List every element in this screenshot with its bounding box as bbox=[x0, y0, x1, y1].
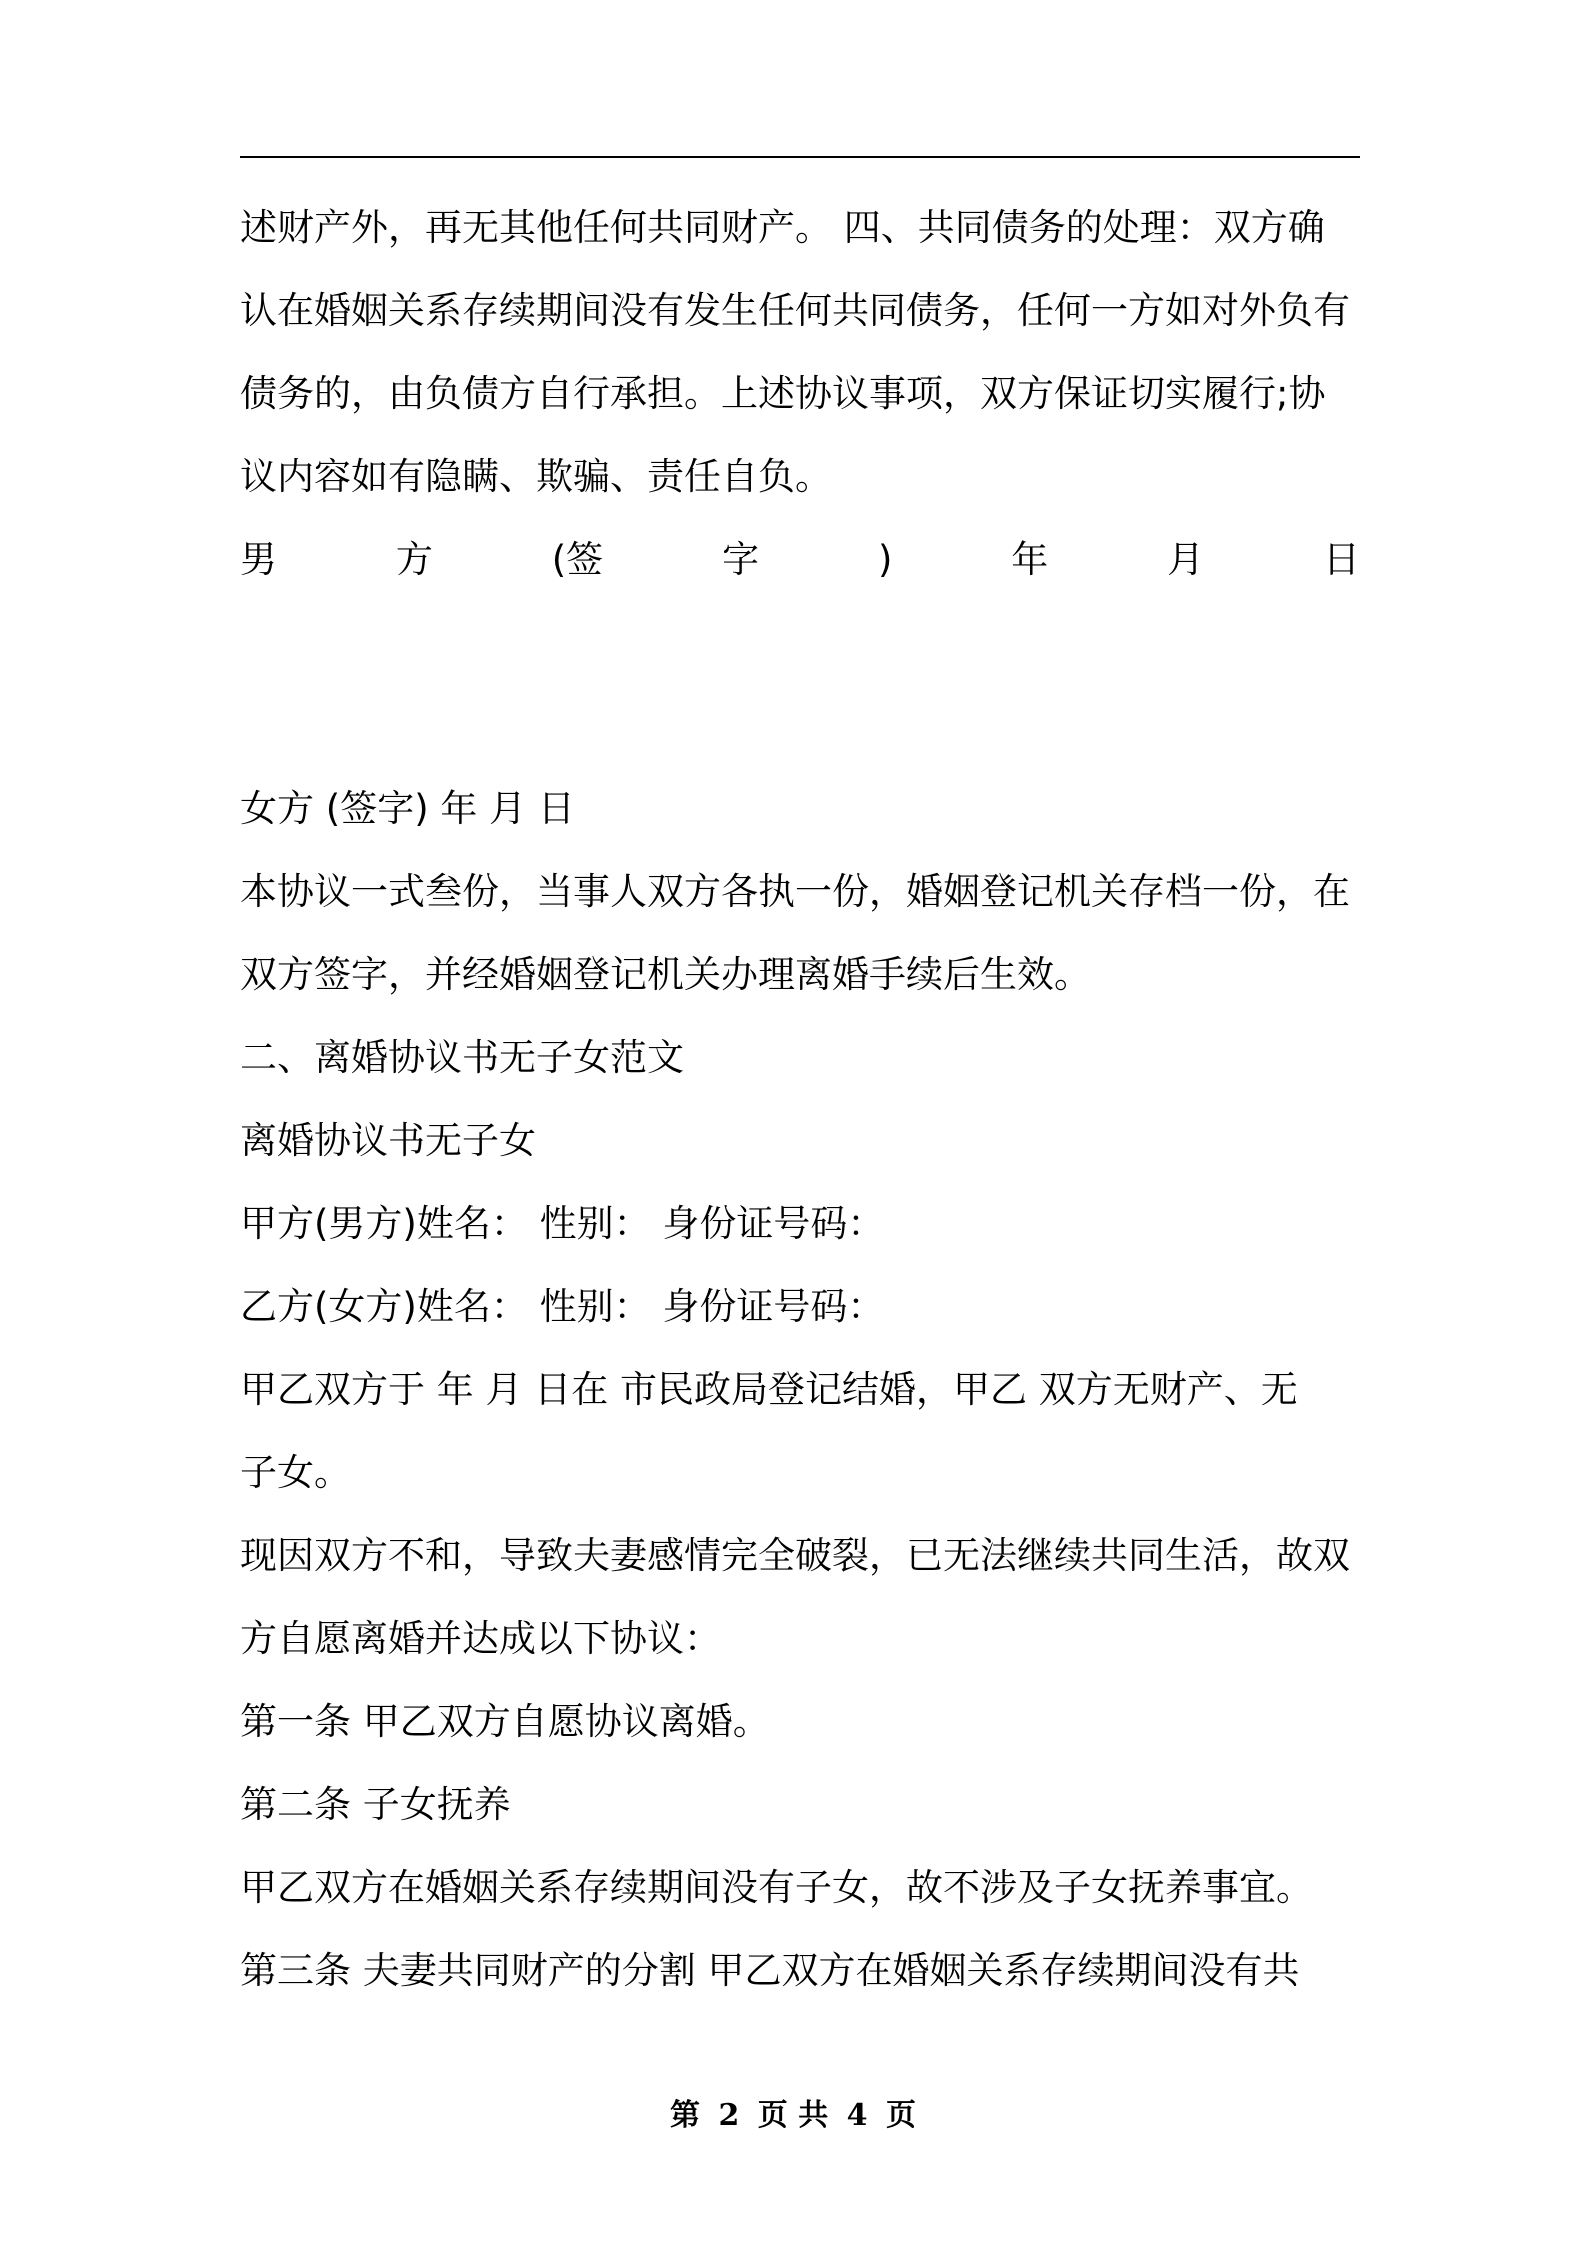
paragraph-line: 债务的，由负债方自行承担。上述协议事项，双方保证切实履行;协 bbox=[240, 372, 1326, 415]
marriage-line: 甲乙双方于 年 月 日在 市民政局登记结婚，甲乙 双方无财产、无 bbox=[240, 1368, 1298, 1411]
reason-line: 方自愿离婚并达成以下协议： bbox=[240, 1617, 721, 1660]
header-rule bbox=[240, 156, 1360, 158]
signature-male-part: 方 bbox=[395, 538, 433, 581]
signature-male-part: (签 bbox=[551, 538, 604, 581]
article-3: 第三条 夫妻共同财产的分割 甲乙双方在婚姻关系存续期间没有共 bbox=[240, 1949, 1300, 1992]
article-2-body: 甲乙双方在婚姻关系存续期间没有子女，故不涉及子女抚养事宜。 bbox=[240, 1866, 1313, 1909]
footer-prefix: 第 bbox=[669, 2098, 700, 2133]
signature-female-line: 女方 (签字) 年 月 日 bbox=[240, 787, 575, 830]
paragraph-line: 述财产外，再无其他任何共同财产。 四、共同债务的处理：双方确 bbox=[240, 206, 1325, 249]
paragraph-line: 议内容如有隐瞒、欺骗、责任自负。 bbox=[240, 455, 832, 498]
footer-current-page: 2 bbox=[718, 2098, 740, 2133]
marriage-line: 子女。 bbox=[240, 1451, 351, 1494]
page-footer bbox=[0, 2090, 1586, 2134]
reason-line: 现因双方不和，导致夫妻感情完全破裂，已无法继续共同生活，故双 bbox=[240, 1534, 1350, 1577]
party-b-line: 乙方(女方)姓名： 性别： 身份证号码： bbox=[240, 1285, 885, 1328]
party-a-line: 甲方(男方)姓名： 性别： 身份证号码： bbox=[240, 1202, 885, 1245]
signature-male-part: 日 bbox=[1323, 538, 1360, 581]
signature-male-row bbox=[240, 518, 1360, 601]
signature-male-part: 年 bbox=[1011, 538, 1049, 581]
signature-male-part: ) bbox=[877, 538, 893, 581]
document-body bbox=[240, 186, 1360, 2012]
footer-middle: 页 共 bbox=[757, 2098, 829, 2133]
paragraph-line: 认在婚姻关系存续期间没有发生任何共同债务，任何一方如对外负有 bbox=[240, 289, 1350, 332]
signature-male-part: 月 bbox=[1167, 538, 1205, 581]
document-title: 离婚协议书无子女 bbox=[240, 1119, 536, 1162]
signature-male-part: 字 bbox=[722, 538, 760, 581]
footer-suffix: 页 bbox=[886, 2098, 916, 2133]
article-1: 第一条 甲乙双方自愿协议离婚。 bbox=[240, 1700, 770, 1743]
section-heading: 二、离婚协议书无子女范文 bbox=[240, 1036, 684, 1079]
footer-total-pages: 4 bbox=[846, 2098, 868, 2133]
effect-clause-line: 双方签字，并经婚姻登记机关办理离婚手续后生效。 bbox=[240, 953, 1091, 996]
effect-clause-line: 本协议一式叁份，当事人双方各执一份，婚姻登记机关存档一份，在 bbox=[240, 870, 1350, 913]
signature-spacer bbox=[240, 601, 1360, 767]
article-2-heading: 第二条 子女抚养 bbox=[240, 1783, 511, 1826]
signature-male-part: 男 bbox=[240, 538, 277, 581]
